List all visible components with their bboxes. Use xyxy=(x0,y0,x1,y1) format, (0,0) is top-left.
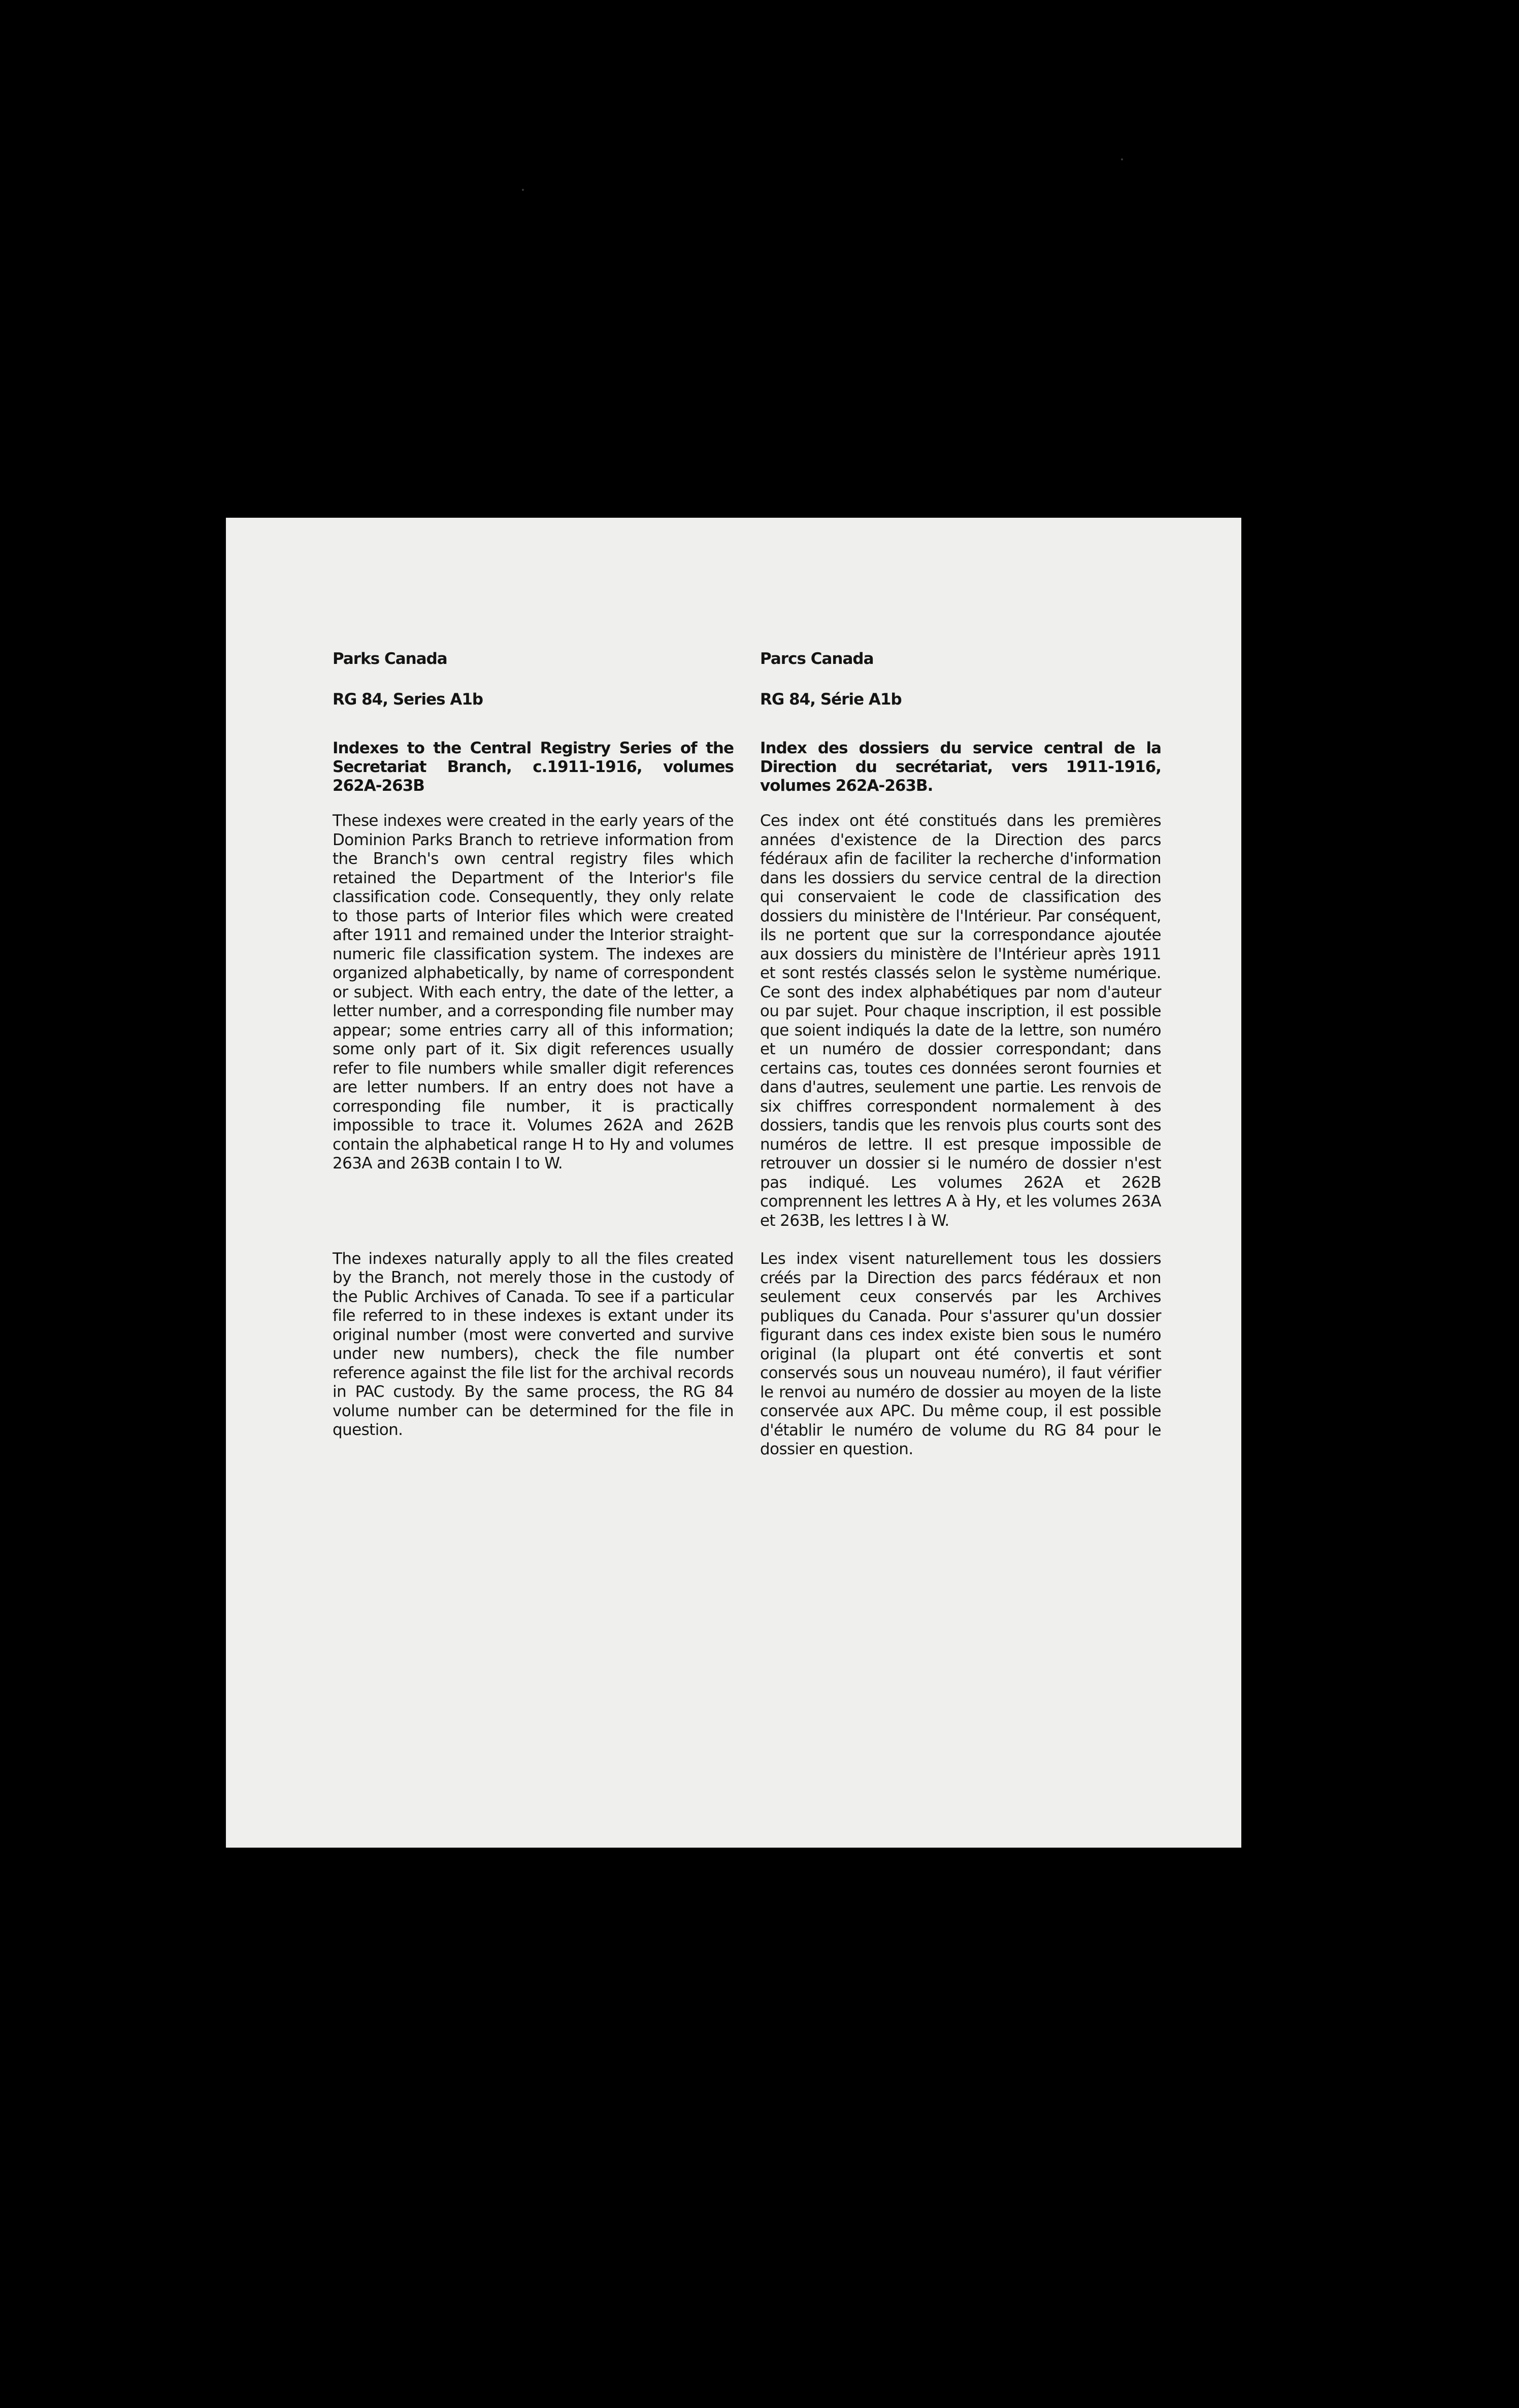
dust-speck xyxy=(522,189,524,191)
agency-heading-en: Parks Canada xyxy=(333,650,447,668)
paragraph-2-en: The indexes naturally apply to all the files created by the Branch, not merely those in the custody of the Public Archives of Canada. To see if a particular file referred to in these indexes is extant under its original number (most were converted and survive under new numbers), check the file number reference against the file list for the archival records in PAC custody. By the same process, the RG 84 volume number can be determined for the file in question. xyxy=(333,1249,734,1439)
french-column xyxy=(760,650,1161,1459)
series-heading-en: RG 84, Series A1b xyxy=(333,690,483,709)
paragraph-1-fr: Ces index ont été constitués dans les premières années d'existence de la Direction des parcs fédéraux afin de faciliter la recherche d'information dans les dossiers du service central de la direction qui conservaient le code de classification des dossiers du ministère de l'Intérieur. Par conséquent, ils ne portent que sur la correspondance ajoutée aux dossiers du ministère de l'Intérieur après 1911 et sont restés classés selon le système numérique. Ce sont des index alphabétiques par nom d'auteur ou par sujet. Pour chaque inscription, il est possible que soient indiqués la date de la lettre, son numéro et un numéro de dossier correspondant; dans certains cas, toutes ces données seront fournies et dans d'autres, seulement une partie. Les renvois de six chiffres correspondent normalement à des dossiers, tandis que les renvois plus courts sont des numéros de lettre. Il est presque impossible de retrouver un dossier si le numéro de dossier n'est pas indiqué. Les volumes 262A et 262B comprennent les lettres A à Hy, et les volumes 263A et 263B, les lettres I à W. xyxy=(760,812,1161,1230)
document-title-en: Indexes to the Central Registry Series of the Secretariat Branch, c.1911-1916, volumes 262A-263B xyxy=(333,739,734,795)
series-heading-fr: RG 84, Série A1b xyxy=(760,690,902,709)
document-title-fr: Index des dossiers du service central de la Direction du secrétariat, vers 1911-1916, volumes 262A-263B. xyxy=(760,739,1161,795)
paragraph-1-en: These indexes were created in the early years of the Dominion Parks Branch to retrieve information from the Branch's own central registry files which retained the Department of the Interior's file classification code. Consequently, they only relate to those parts of Interior files which were created after 1911 and remained under the Interior straight-numeric file classification system. The indexes are organized alphabetically, by name of correspondent or subject. With each entry, the date of the letter, a letter number, and a corresponding file number may appear; some entries carry all of this information; some only part of it. Six digit references usually refer to file numbers while smaller digit references are letter numbers. If an entry does not have a corresponding file number, it is practically impossible to trace it. Volumes 262A and 262B contain the alphabetical range H to Hy and volumes 263A and 263B contain I to W. xyxy=(333,812,734,1173)
agency-heading-fr: Parcs Canada xyxy=(760,650,874,668)
paragraph-2-fr: Les index visent naturellement tous les dossiers créés par la Direction des parcs fédéraux et non seulement ceux conservés par les Archives publiques du Canada. Pour s'assurer qu'un dossier figurant dans ces index existe bien sous le numéro original (la plupart ont été convertis et sont conservés sous un nouveau numéro), il faut vérifier le renvoi au numéro de dossier au moyen de la liste conservée aux APC. Du même coup, il est possible d'établir le numéro de volume du RG 84 pour le dossier en question. xyxy=(760,1250,1161,1458)
dust-speck xyxy=(1121,158,1123,160)
document-page xyxy=(226,518,1241,1848)
english-column xyxy=(333,650,734,1440)
